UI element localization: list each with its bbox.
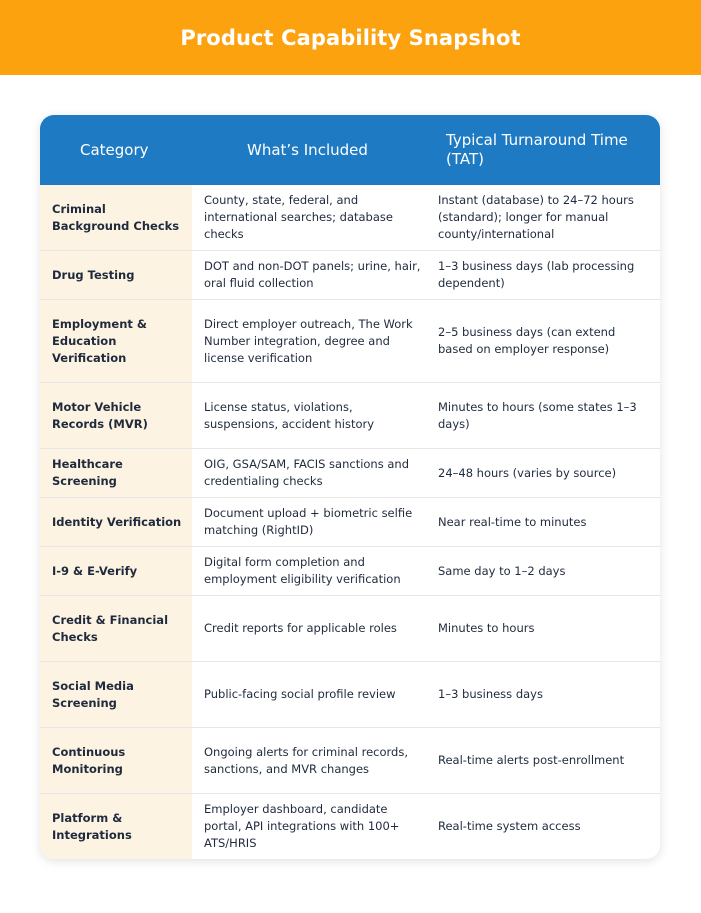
row-included: DOT and non-DOT panels; urine, hair, oral fluid collection (204, 259, 421, 290)
row-included: County, state, federal, and international searches; database checks (204, 193, 393, 241)
row-included: Document upload + biometric selfie matching (RightID) (204, 506, 413, 537)
row-tat: Instant (database) to 24–72 hours (standard); longer for manual county/international (438, 193, 634, 241)
row-category: Platform & Integrations (40, 794, 192, 859)
row-tat: 1–3 business days (438, 687, 543, 701)
row-tat: Near real-time to minutes (438, 514, 587, 529)
row-tat: 24–48 hours (varies by source) (438, 465, 617, 480)
table-row (40, 251, 660, 300)
row-category: Criminal Background Checks (40, 185, 192, 250)
header-tat: Typical Turnaround Time (TAT) (446, 131, 628, 168)
capability-table (40, 115, 660, 859)
table-row (40, 498, 660, 547)
row-included: Public-facing social profile review (204, 687, 396, 701)
row-tat: Real-time alerts post-enrollment (438, 753, 625, 767)
row-category: Healthcare Screening (40, 449, 192, 497)
table-row (40, 728, 660, 794)
row-included: Digital form completion and employment eligibility verification (204, 555, 401, 586)
row-category: Motor Vehicle Records (MVR) (40, 383, 192, 448)
row-tat: Minutes to hours (some states 1–3 days) (438, 399, 637, 431)
table-row (40, 662, 660, 728)
row-included: Direct employer outreach, The Work Number integration, degree and license verification (204, 316, 413, 365)
row-category: Credit & Financial Checks (40, 596, 192, 661)
row-tat: Real-time system access (438, 819, 581, 833)
table-row (40, 383, 660, 449)
row-included: Employer dashboard, candidate portal, API integrations with 100+ ATS/HRIS (204, 802, 400, 850)
row-tat: 2–5 business days (can extend based on employer response) (438, 325, 616, 356)
row-category: Employment & Education Verification (40, 300, 192, 382)
page-title: Product Capability Snapshot (180, 25, 521, 50)
header-category: Category (80, 140, 149, 159)
row-included: Credit reports for applicable roles (204, 621, 397, 635)
table-row (40, 185, 660, 251)
header-banner (0, 0, 701, 75)
header-included: What’s Included (247, 140, 368, 159)
table-header (40, 115, 660, 185)
row-included: Ongoing alerts for criminal records, sanctions, and MVR changes (204, 744, 408, 776)
row-included: OIG, GSA/SAM, FACIS sanctions and credentialing checks (204, 457, 410, 488)
row-category: Drug Testing (40, 251, 192, 299)
table-row (40, 794, 660, 859)
row-tat: 1–3 business days (lab processing dependent) (438, 259, 635, 290)
table-row (40, 300, 660, 383)
row-tat: Minutes to hours (438, 621, 535, 635)
row-category: Continuous Monitoring (40, 728, 192, 793)
row-tat: Same day to 1–2 days (438, 563, 566, 578)
table-row (40, 449, 660, 498)
row-category: I-9 & E-Verify (40, 547, 192, 595)
row-category: Identity Verification (40, 498, 192, 546)
row-included: License status, violations, suspensions, accident history (204, 399, 375, 431)
table-body (40, 185, 660, 859)
table-row (40, 596, 660, 662)
table-row (40, 547, 660, 596)
row-category: Social Media Screening (40, 662, 192, 727)
